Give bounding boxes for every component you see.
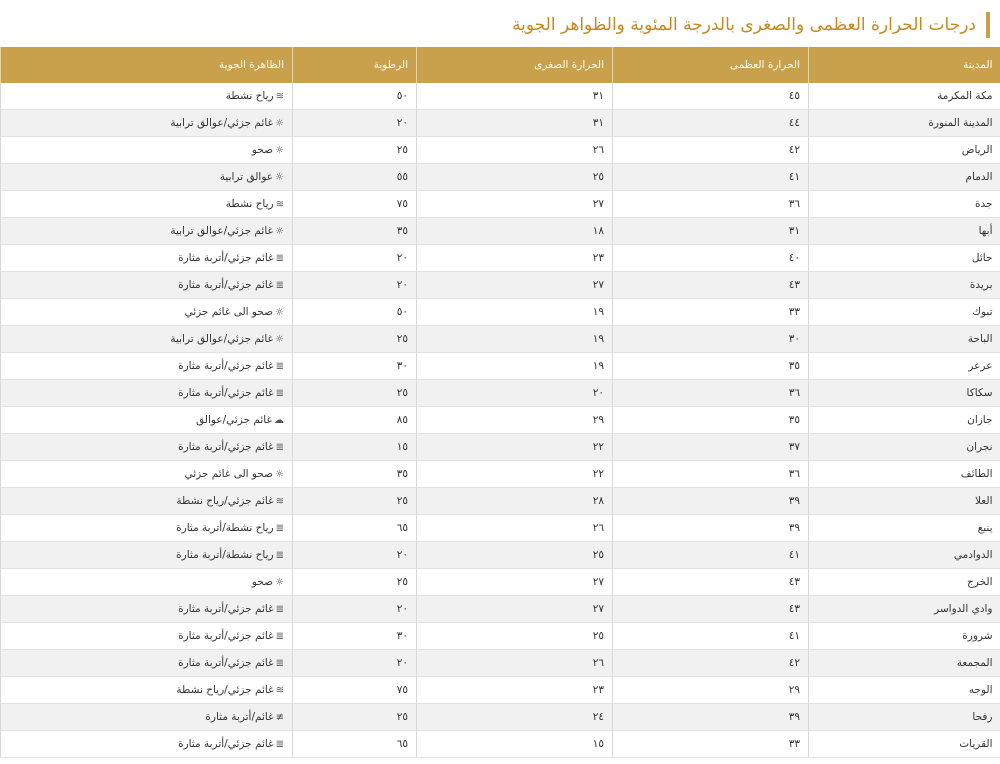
min-temp-cell: ٢٩ [417,407,613,434]
min-temp-cell: ٢٦ [417,137,613,164]
weather-text: رياح نشطة/أتربة مثارة [176,549,274,561]
city-cell: المدينة المنورة [809,110,1000,137]
weather-text: غائم جزئي/أتربة مثارة [178,387,274,399]
city-cell: أبها [809,218,1000,245]
table-row [1,299,1000,326]
city-cell: جدة [809,191,1000,218]
max-temp-cell: ٤١ [613,623,809,650]
weather-cell [1,110,293,137]
humidity-cell: ٢٠ [293,272,417,299]
humidity-cell: ٢٥ [293,488,417,515]
weather-cell [1,83,293,110]
city-cell: وادي الدواسر [809,596,1000,623]
min-temp-cell: ١٥ [417,731,613,758]
weather-cell [1,191,293,218]
table-row [1,380,1000,407]
city-cell: الرياض [809,137,1000,164]
dust-wind-icon: ≣ [275,631,284,642]
city-cell: العلا [809,488,1000,515]
dust-wind-icon: ≣ [275,361,284,372]
weather-cell [1,353,293,380]
min-temp-cell: ٢٤ [417,704,613,731]
city-cell: تبوك [809,299,1000,326]
max-temp-cell: ٤٣ [613,272,809,299]
page-title: درجات الحرارة العظمى والصغرى بالدرجة المئوية والظواهر الجوية [512,15,976,35]
weather-cell [1,704,293,731]
max-temp-cell: ٣٩ [613,704,809,731]
weather-text: غائم جزئي/أتربة مثارة [178,603,274,615]
weather-text: غائم جزئي/عوالق ترابية [170,333,274,345]
dust-wind-icon: ≣ [275,388,284,399]
header-weather: الظاهرة الجوية [1,47,293,83]
weather-text: غائم جزئي/أتربة مثارة [178,441,274,453]
min-temp-cell: ٢٣ [417,677,613,704]
wind-icon: ≋ [275,496,284,507]
city-cell: الدمام [809,164,1000,191]
table-row [1,353,1000,380]
weather-text: غائم جزئي/عوالق ترابية [170,225,274,237]
table-row [1,461,1000,488]
dust-wind-icon: ≣ [275,280,284,291]
dust-wind-icon: ≣ [275,550,284,561]
partly-cloudy-icon: ☼ [275,118,284,129]
min-temp-cell: ٢٣ [417,245,613,272]
max-temp-cell: ٣٧ [613,434,809,461]
weather-text: غائم جزئي/أتربة مثارة [178,252,274,264]
table-row [1,110,1000,137]
humidity-cell: ٥٥ [293,164,417,191]
weather-text: صحو [251,576,274,588]
weather-cell [1,299,293,326]
weather-cell [1,407,293,434]
wind-icon: ≋ [275,685,284,696]
table-row [1,515,1000,542]
humidity-cell: ٥٠ [293,299,417,326]
weather-cell [1,434,293,461]
city-cell: الطائف [809,461,1000,488]
city-cell: الدوادمي [809,542,1000,569]
weather-text: صحو الى غائم جزئي [184,468,274,480]
weather-cell [1,461,293,488]
dust-wind-icon: ≣ [275,604,284,615]
table-row [1,83,1000,110]
dust-icon: ☼ [275,172,284,183]
min-temp-cell: ٢٦ [417,650,613,677]
humidity-cell: ٢٠ [293,650,417,677]
dust-wind-icon: ≣ [275,253,284,264]
table-row [1,623,1000,650]
max-temp-cell: ٤٢ [613,650,809,677]
humidity-cell: ٢٠ [293,542,417,569]
weather-text: غائم جزئي/رياح نشطة [176,495,274,507]
weather-text: غائم جزئي/أتربة مثارة [178,630,274,642]
table-row [1,569,1000,596]
dust-wind-icon: ≢ [275,712,284,723]
humidity-cell: ٦٥ [293,731,417,758]
city-cell: الخرج [809,569,1000,596]
weather-table [0,47,1000,758]
city-cell: رفحا [809,704,1000,731]
table-row [1,326,1000,353]
max-temp-cell: ٤٠ [613,245,809,272]
min-temp-cell: ٢٠ [417,380,613,407]
max-temp-cell: ٢٩ [613,677,809,704]
weather-cell [1,380,293,407]
weather-text: رياح نشطة [225,198,274,210]
city-cell: القريات [809,731,1000,758]
humidity-cell: ٧٥ [293,677,417,704]
humidity-cell: ١٥ [293,434,417,461]
max-temp-cell: ٣٠ [613,326,809,353]
weather-cell [1,164,293,191]
max-temp-cell: ٣١ [613,218,809,245]
table-row [1,650,1000,677]
table-row [1,407,1000,434]
humidity-cell: ٥٠ [293,83,417,110]
humidity-cell: ٢٥ [293,380,417,407]
humidity-cell: ٢٥ [293,704,417,731]
humidity-cell: ٢٥ [293,137,417,164]
max-temp-cell: ٣٩ [613,515,809,542]
humidity-cell: ٣٥ [293,461,417,488]
weather-text: غائم جزئي/أتربة مثارة [178,657,274,669]
min-temp-cell: ٢٧ [417,596,613,623]
min-temp-cell: ٢٥ [417,164,613,191]
sun-icon: ☼ [275,145,284,156]
sun-icon: ☼ [275,577,284,588]
table-row [1,272,1000,299]
dust-wind-icon: ≣ [275,658,284,669]
weather-text: غائم جزئي/عوالق [196,414,272,426]
max-temp-cell: ٤٢ [613,137,809,164]
table-row [1,596,1000,623]
min-temp-cell: ٣١ [417,83,613,110]
min-temp-cell: ٢٥ [417,542,613,569]
table-row [1,677,1000,704]
city-cell: شرورة [809,623,1000,650]
max-temp-cell: ٤١ [613,164,809,191]
city-cell: عرعر [809,353,1000,380]
max-temp-cell: ٣٣ [613,731,809,758]
humidity-cell: ٣٠ [293,623,417,650]
humidity-cell: ٢٠ [293,110,417,137]
weather-cell [1,650,293,677]
table-row [1,488,1000,515]
weather-text: عوالق ترابية [219,171,274,183]
table-row [1,542,1000,569]
humidity-cell: ٨٥ [293,407,417,434]
weather-text: غائم جزئي/أتربة مثارة [178,279,274,291]
table-row [1,434,1000,461]
table-row [1,191,1000,218]
humidity-cell: ٦٥ [293,515,417,542]
header-city: المدينة [809,47,1000,83]
weather-cell [1,137,293,164]
max-temp-cell: ٣٥ [613,353,809,380]
city-cell: حائل [809,245,1000,272]
weather-cell [1,272,293,299]
table-row [1,137,1000,164]
table-row [1,731,1000,758]
weather-cell [1,569,293,596]
city-cell: الباحة [809,326,1000,353]
weather-text: غائم جزئي/رياح نشطة [176,684,274,696]
title-bar [0,12,990,38]
min-temp-cell: ٢٢ [417,461,613,488]
min-temp-cell: ٢٧ [417,191,613,218]
header-humidity: الرطوبة [293,47,417,83]
weather-cell [1,488,293,515]
haze-icon: ☁ [274,415,284,426]
max-temp-cell: ٤٤ [613,110,809,137]
min-temp-cell: ٢٥ [417,623,613,650]
max-temp-cell: ٤٣ [613,569,809,596]
weather-text: غائم جزئي/أتربة مثارة [178,360,274,372]
city-cell: بريدة [809,272,1000,299]
weather-text: صحو [251,144,274,156]
humidity-cell: ٢٥ [293,569,417,596]
min-temp-cell: ٣١ [417,110,613,137]
dust-wind-icon: ≣ [275,739,284,750]
table-row [1,704,1000,731]
partly-cloudy-icon: ☼ [275,334,284,345]
max-temp-cell: ٣٩ [613,488,809,515]
humidity-cell: ٧٥ [293,191,417,218]
min-temp-cell: ٢٧ [417,569,613,596]
table-row [1,245,1000,272]
dust-wind-icon: ≣ [275,442,284,453]
city-cell: جازان [809,407,1000,434]
humidity-cell: ٢٠ [293,596,417,623]
weather-text: غائم جزئي/عوالق ترابية [170,117,274,129]
min-temp-cell: ٢٢ [417,434,613,461]
max-temp-cell: ٤٥ [613,83,809,110]
max-temp-cell: ٤١ [613,542,809,569]
header-max-temp: الحرارة العظمى [613,47,809,83]
wind-icon: ≋ [275,91,284,102]
wind-icon: ≋ [275,199,284,210]
weather-cell [1,731,293,758]
weather-text: رياح نشطة/أتربة مثارة [176,522,274,534]
min-temp-cell: ٢٦ [417,515,613,542]
city-cell: المجمعة [809,650,1000,677]
partly-cloudy-icon: ☼ [275,469,284,480]
weather-cell [1,515,293,542]
weather-cell [1,218,293,245]
max-temp-cell: ٣٦ [613,191,809,218]
humidity-cell: ٣٥ [293,218,417,245]
weather-text: غائم جزئي/أتربة مثارة [178,738,274,750]
min-temp-cell: ١٨ [417,218,613,245]
city-cell: ينبع [809,515,1000,542]
weather-cell [1,677,293,704]
city-cell: نجران [809,434,1000,461]
city-cell: الوجه [809,677,1000,704]
max-temp-cell: ٤٣ [613,596,809,623]
title-accent-bar [986,12,990,38]
table-header-row [1,47,1000,83]
city-cell: مكة المكرمة [809,83,1000,110]
weather-cell [1,542,293,569]
humidity-cell: ٢٥ [293,326,417,353]
max-temp-cell: ٣٦ [613,380,809,407]
weather-text: غائم/أتربة مثارة [205,711,274,723]
city-cell: سكاكا [809,380,1000,407]
table-row [1,164,1000,191]
weather-text: صحو الى غائم جزئي [184,306,274,318]
humidity-cell: ٢٠ [293,245,417,272]
humidity-cell: ٣٠ [293,353,417,380]
min-temp-cell: ١٩ [417,326,613,353]
weather-cell [1,623,293,650]
min-temp-cell: ٢٨ [417,488,613,515]
max-temp-cell: ٣٦ [613,461,809,488]
weather-cell [1,245,293,272]
partly-cloudy-icon: ☼ [275,226,284,237]
max-temp-cell: ٣٥ [613,407,809,434]
partly-cloudy-icon: ☼ [275,307,284,318]
weather-cell [1,596,293,623]
max-temp-cell: ٣٣ [613,299,809,326]
weather-text: رياح نشطة [225,90,274,102]
min-temp-cell: ١٩ [417,353,613,380]
weather-cell [1,326,293,353]
header-min-temp: الحرارة الصغرى [417,47,613,83]
dust-wind-icon: ≣ [275,523,284,534]
min-temp-cell: ١٩ [417,299,613,326]
table-row [1,218,1000,245]
min-temp-cell: ٢٧ [417,272,613,299]
